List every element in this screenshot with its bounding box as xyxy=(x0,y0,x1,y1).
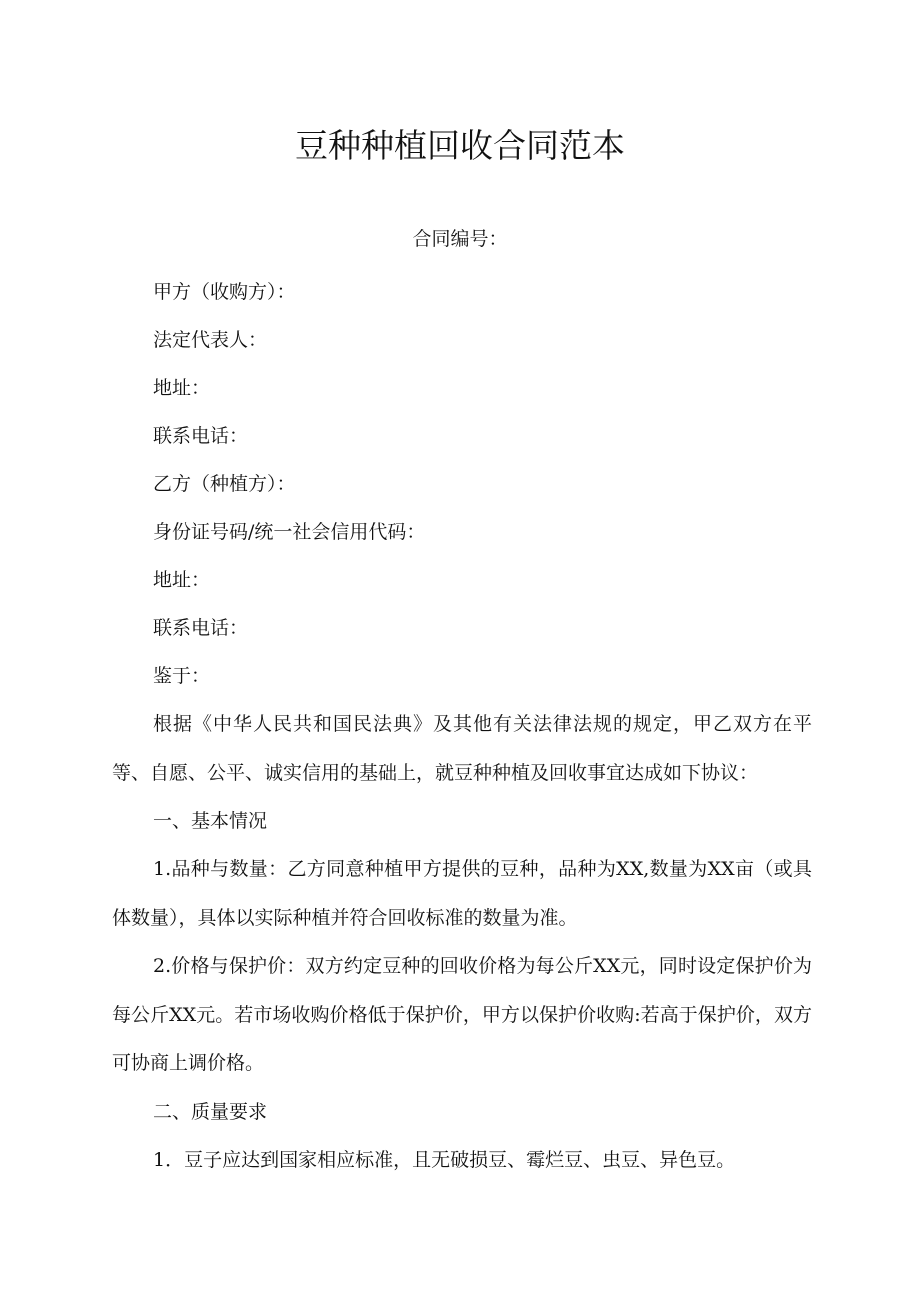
clause-1-1: 1.品种与数量：乙方同意种植甲方提供的豆种，品种为XX,数量为XX亩（或具体数量），具体以实际种植并符合回收标准的数量为准。 xyxy=(112,858,812,929)
clause-1-2: 2.价格与保护价：双方约定豆种的回收价格为每公斤XX元，同时设定保护价为每公斤XX元。若市场收购价格低于保护价，甲方以保护价收购:若高于保护价，双方可协商上调价格。 xyxy=(112,955,812,1074)
id-code-label: 身份证号码/统一社会信用代码： xyxy=(153,521,426,543)
section-1-heading: 一、基本情况 xyxy=(153,810,268,832)
section-2-heading: 二、质量要求 xyxy=(153,1100,268,1123)
preamble-paragraph: 根据《中华人民共和国民法典》及其他有关法律法规的规定，甲乙双方在平等、自愿、公平、诚实信用的基础上，就豆种种植及回收事宜达成如下协议： xyxy=(112,713,812,784)
party-b-address-label: 地址： xyxy=(153,569,211,591)
clause-2-1: 1．豆子应达到国家相应标准，且无破损豆、霉烂豆、虫豆、异色豆。 xyxy=(153,1148,736,1171)
party-a-label: 甲方（收购方）： xyxy=(153,281,296,303)
party-a-address-label: 地址： xyxy=(153,377,211,399)
legal-representative-label: 法定代表人： xyxy=(153,329,268,351)
whereas-label: 鉴于： xyxy=(153,665,211,687)
party-b-phone-label: 联系电话： xyxy=(153,617,249,639)
contract-body xyxy=(112,268,812,1184)
party-a-phone-label: 联系电话： xyxy=(153,425,249,447)
party-b-label: 乙方（种植方）： xyxy=(153,473,296,495)
contract-number-label: 合同编号： xyxy=(412,228,508,250)
document-title: 豆种种植回收合同范本 xyxy=(295,126,625,165)
